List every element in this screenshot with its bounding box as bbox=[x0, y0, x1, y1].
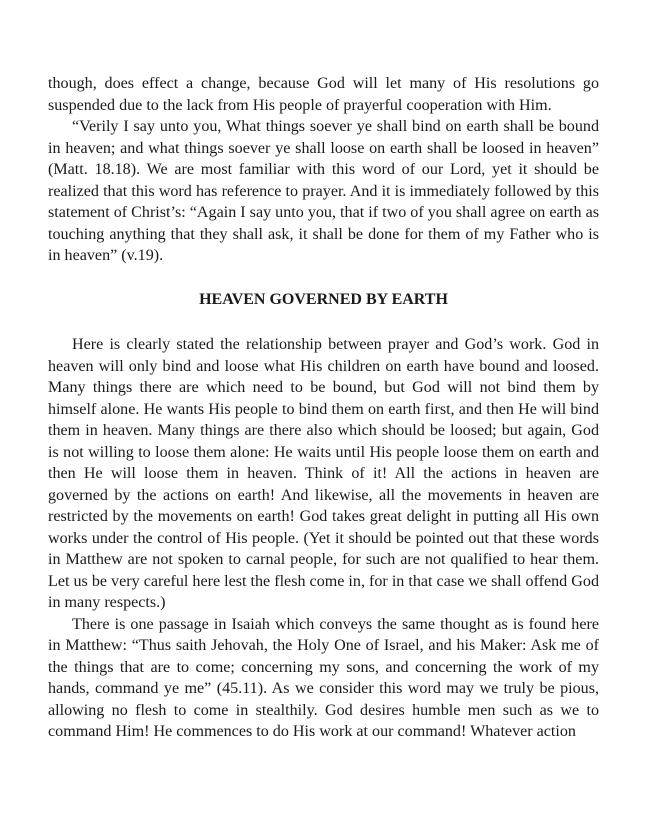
section-heading: HEAVEN GOVERNED BY EARTH bbox=[199, 290, 448, 308]
paragraph-isaiah-passage: There is one passage in Isaiah which conveys the same thought as is found here in Matthew: “Thus saith Jehovah, the Holy One of Israel, and his Maker: Ask me of the things that are to come; concerning my sons, and concerning the work of my hands, command ye me” (45.11). As we consider this word may we truly be pious, allowing no flesh to come in stealthily. God desires humble men such as we to command Him! He commences to do His work at our command! Whatever action bbox=[48, 615, 599, 740]
document-page bbox=[48, 73, 599, 743]
paragraph-prayer-relationship: Here is clearly stated the relationship between prayer and God’s work. God in heaven will only bind and loose what His children on earth have bound and loosed. Many things there are which need to be bound, but God will not bind them by himself alone. He wants His people to bind them on earth first, and then He will bind them in heaven. Many things are there also which should be loosed; but again, God is not willing to loose them alone: He waits until His people loose them on earth and then He will loose them in heaven. Think of it! All the actions in heaven are governed by the actions on earth! And likewise, all the movements in heaven are restricted by the movements on earth! God takes great delight in putting all His own works under the control of His people. (Yet it should be pointed out that these words in Matthew are not spoken to carnal people, for such are not qualified to hear them. Let us be very careful here lest the flesh come in, for in that case we shall offend God in many respects.) bbox=[48, 336, 599, 611]
paragraph-matthew-quote: “Verily I say unto you, What things soever ye shall bind on earth shall be bound in heaven; and what things soever ye shall loose on earth shall be loosed in heaven” (Matt. 18.18). We are most familiar with this word of our Lord, yet it should be realized that this word has reference to prayer. And it is immediately followed by this statement of Christ’s: “Again I say unto you, that if two of you shall agree on earth as touching anything that they shall ask, it shall be done for them of my Father who is in heaven” (v.19). bbox=[48, 118, 599, 264]
paragraph-continuation: though, does effect a change, because God will let many of His resolutions go suspended due to the lack from His people of prayerful cooperation with Him. bbox=[48, 75, 599, 114]
